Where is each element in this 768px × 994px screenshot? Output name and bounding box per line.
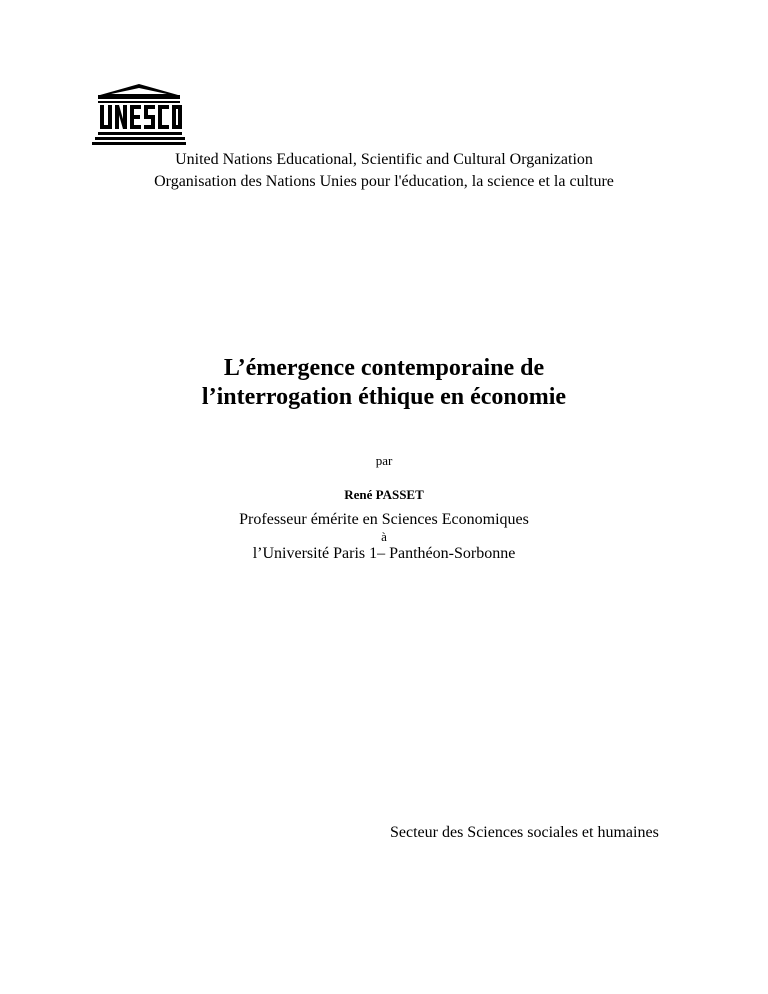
affiliation-line-2: à xyxy=(381,529,387,544)
affiliation-line-1: Professeur émérite en Sciences Economiques xyxy=(239,511,529,528)
document-title xyxy=(0,354,768,412)
title-line-2: l’interrogation éthique en économie xyxy=(201,384,567,410)
title-line-1: L’émergence contemporaine de xyxy=(223,355,545,381)
author-name: René PASSET xyxy=(344,487,424,502)
organization-name-fr: Organisation des Nations Unies pour l'éducation, la science et la culture xyxy=(154,173,614,190)
by-label: par xyxy=(375,453,393,468)
unesco-logo xyxy=(92,84,186,150)
organization-name-en: United Nations Educational, Scientific and Cultural Organization xyxy=(175,151,593,168)
affiliation-line-3: l’Université Paris 1– Panthéon-Sorbonne xyxy=(252,545,516,562)
sector-label: Secteur des Sciences sociales et humaines xyxy=(390,824,659,841)
author-affiliation xyxy=(0,510,768,563)
unesco-temple-icon xyxy=(92,84,186,150)
